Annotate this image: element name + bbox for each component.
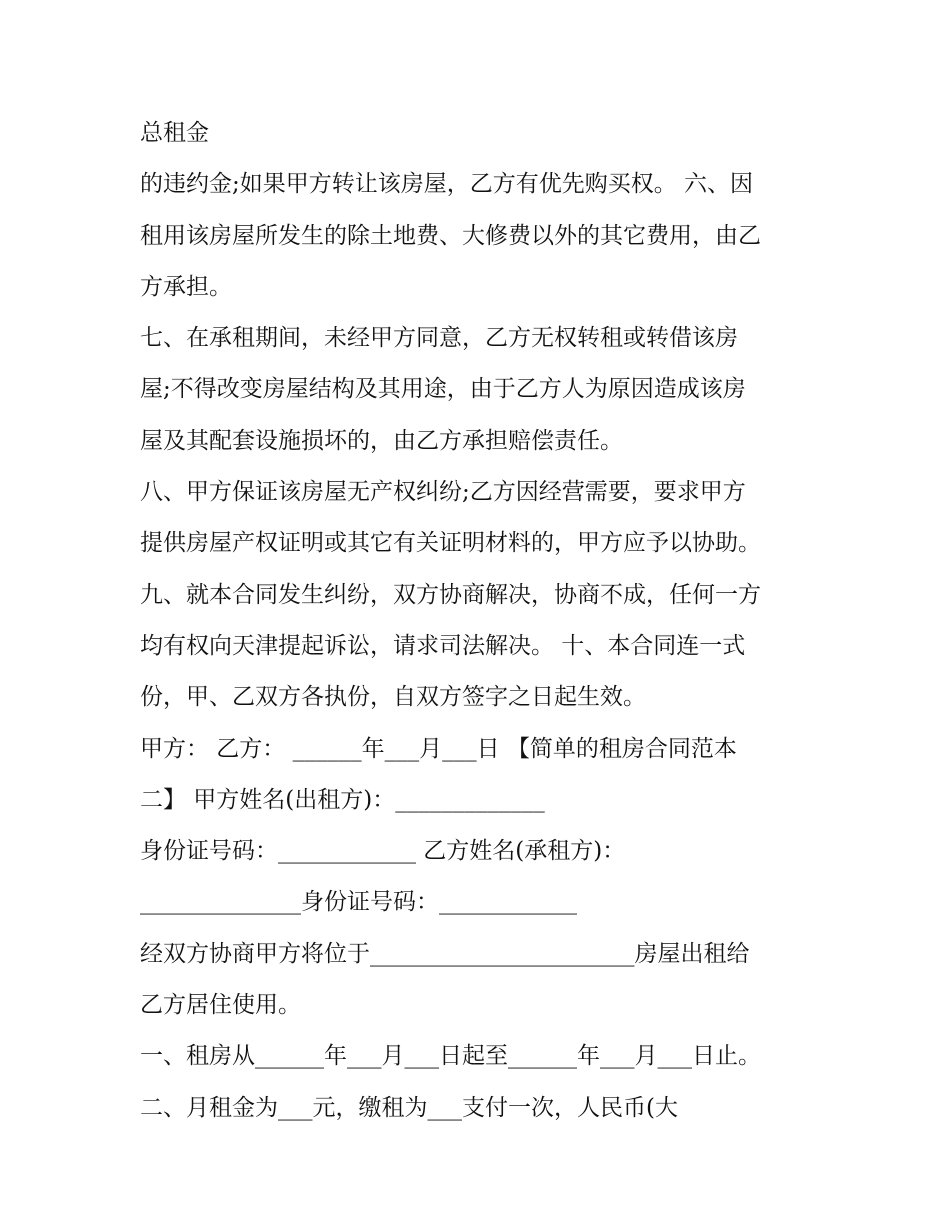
text-line-7: 屋及其配套设施损坏的，由乙方承担赔偿责任。 bbox=[140, 427, 623, 454]
contract-text bbox=[140, 108, 820, 1134]
text-line-1: 总租金 bbox=[140, 120, 209, 146]
text-line-15: 身份证号码：____________ 乙方姓名(承租方)： bbox=[140, 838, 626, 865]
text-line-19: 一、租房从______年___月___日起至______年___月___日止。 bbox=[140, 1043, 761, 1070]
text-line-17: 经双方协商甲方将位于_______________________房屋出租给 bbox=[140, 940, 750, 967]
text-line-2: 的违约金;如果甲方转让该房屋，乙方有优先购买权。 六、因 bbox=[140, 171, 754, 198]
text-line-9: 提供房屋产权证明或其它有关证明材料的，甲方应予以协助。 bbox=[140, 530, 761, 557]
text-line-4: 方承担。 bbox=[140, 273, 232, 300]
text-line-11: 均有权向天津提起诉讼，请求司法解决。 十、本合同连一式 bbox=[140, 632, 746, 659]
text-line-13: 甲方： 乙方： ______年___月___日 【简单的租房合同范本 bbox=[140, 735, 737, 762]
text-line-14: 二】 甲方姓名(出租方)：_____________ bbox=[140, 786, 545, 813]
text-line-20: 二、月租金为___元，缴租为___支付一次，人民币(大 bbox=[140, 1094, 678, 1121]
text-line-12: 份，甲、乙双方各执份，自双方签字之日起生效。 bbox=[140, 684, 646, 711]
text-line-3: 租用该房屋所发生的除土地费、大修费以外的其它费用，由乙 bbox=[140, 222, 761, 249]
text-line-16: ______________身份证号码：____________ bbox=[140, 889, 577, 916]
text-line-8: 八、甲方保证该房屋无产权纠纷;乙方因经营需要，要求甲方 bbox=[140, 479, 746, 506]
text-line-18: 乙方居住使用。 bbox=[140, 992, 301, 1019]
text-line-10: 九、就本合同发生纠纷，双方协商解决，协商不成，任何一方 bbox=[140, 581, 761, 608]
text-line-6: 屋;不得改变房屋结构及其用途，由于乙方人为原因造成该房 bbox=[140, 376, 746, 403]
text-line-5: 七、在承租期间，未经甲方同意，乙方无权转租或转借该房 bbox=[140, 325, 738, 352]
